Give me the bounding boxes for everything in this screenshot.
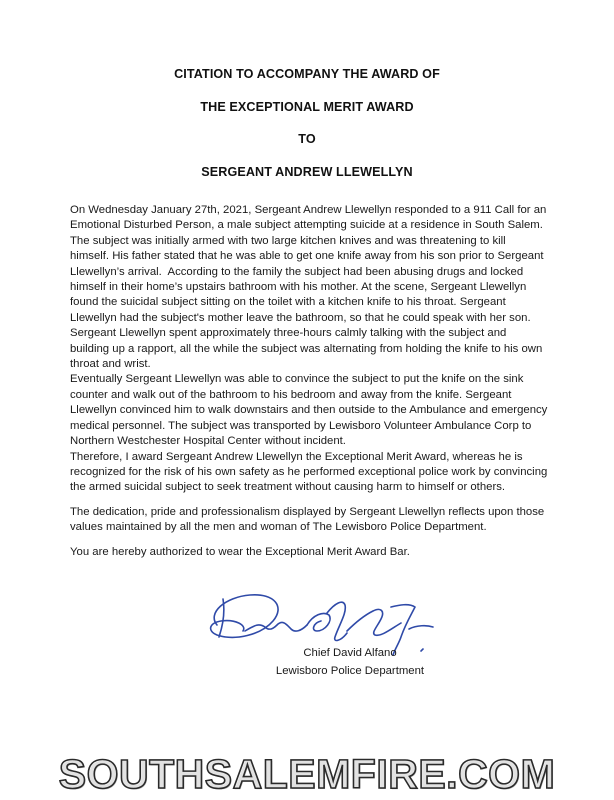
text-line: himself. His father stated that he was able to get one knife away from his son prior to Sergeant [70,250,544,263]
text-line: counter and walk out of the bathroom to his bedroom and away from the knife. Sergeant [70,388,512,401]
text-line: Sergeant Llewellyn spent approximately three-hours calmly talking with the subject and [70,327,507,340]
text-line: Eventually Sergeant Llewellyn was able to convince the subject to put the knife on the sink [70,373,524,386]
title-line-3: TO [298,132,316,146]
signatory-name: Chief David Alfano [303,647,397,659]
title-line-4: SERGEANT ANDREW LLEWELLYN [201,164,413,179]
text-line: building up a rapport, all the while the subject was alternating from holding the knife to his own [70,342,543,355]
paragraph-authorization [70,545,556,560]
text-line: Llewellyn’s arrival. According to the family the subject had been abusing drugs and locked [70,265,524,278]
text-line: values maintained by all the men and woman of The Lewisboro Police Department. [70,521,487,534]
citation-body [70,203,556,560]
citation-title [0,66,614,196]
text-line: himself in their home’s upstairs bathroom with his mother. At the scene, Sergeant Llewellyn [70,281,527,294]
text-line: The dedication, pride and professionalism displayed by Sergeant Llewellyn reflects upon those [70,505,545,518]
text-line: throat and wrist. [70,358,151,371]
text-line: Llewellyn had the subject's mother leave the bathroom, so that he could speak with her son. [70,311,531,324]
text-line: On Wednesday January 27th, 2021, Sergeant Andrew Llewellyn responded to a 911 Call for an [70,204,547,216]
text-line: Therefore, I award Sergeant Andrew Llewellyn the Exceptional Merit Award, whereas he is [70,450,523,463]
site-watermark: SOUTHSALEMFIRE.COM [58,751,556,797]
text-line: Llewellyn convinced him to walk downstairs and then outside to the Ambulance and emergency [70,404,548,417]
text-line: medical personnel. The subject was transported by Lewisboro Volunteer Ambulance Corp to [70,419,532,432]
text-line: The subject was initially armed with two large kitchen knives and was threatening to kill [70,234,506,247]
text-line: Emotional Disturbed Person, a male subject attempting suicide at a residence in South Salem. [70,219,543,232]
signature-block [250,644,450,680]
title-line-1: CITATION TO ACCOMPANY THE AWARD OF [174,67,440,81]
title-line-2: THE EXCEPTIONAL MERIT AWARD [200,99,414,114]
paragraph-resolution [70,372,556,449]
signatory-department: Lewisboro Police Department [275,665,425,677]
text-line: Northern Westchester Hospital Center without incident. [70,435,346,448]
text-line: You are hereby authorized to wear the Exceptional Merit Award Bar. [70,545,410,558]
text-line: recognized for the risk of his own safety as he performed exceptional police work by convincing [70,465,548,478]
text-line: found the suicidal subject sitting on the toilet with a kitchen knife to his throat. Sergeant [70,296,506,309]
paragraph-incident [70,203,556,372]
paragraph-dedication [70,505,556,536]
paragraph-award [70,450,556,496]
text-line: the armed suicidal subject to seek treatment without causing harm to himself or others. [70,481,506,494]
